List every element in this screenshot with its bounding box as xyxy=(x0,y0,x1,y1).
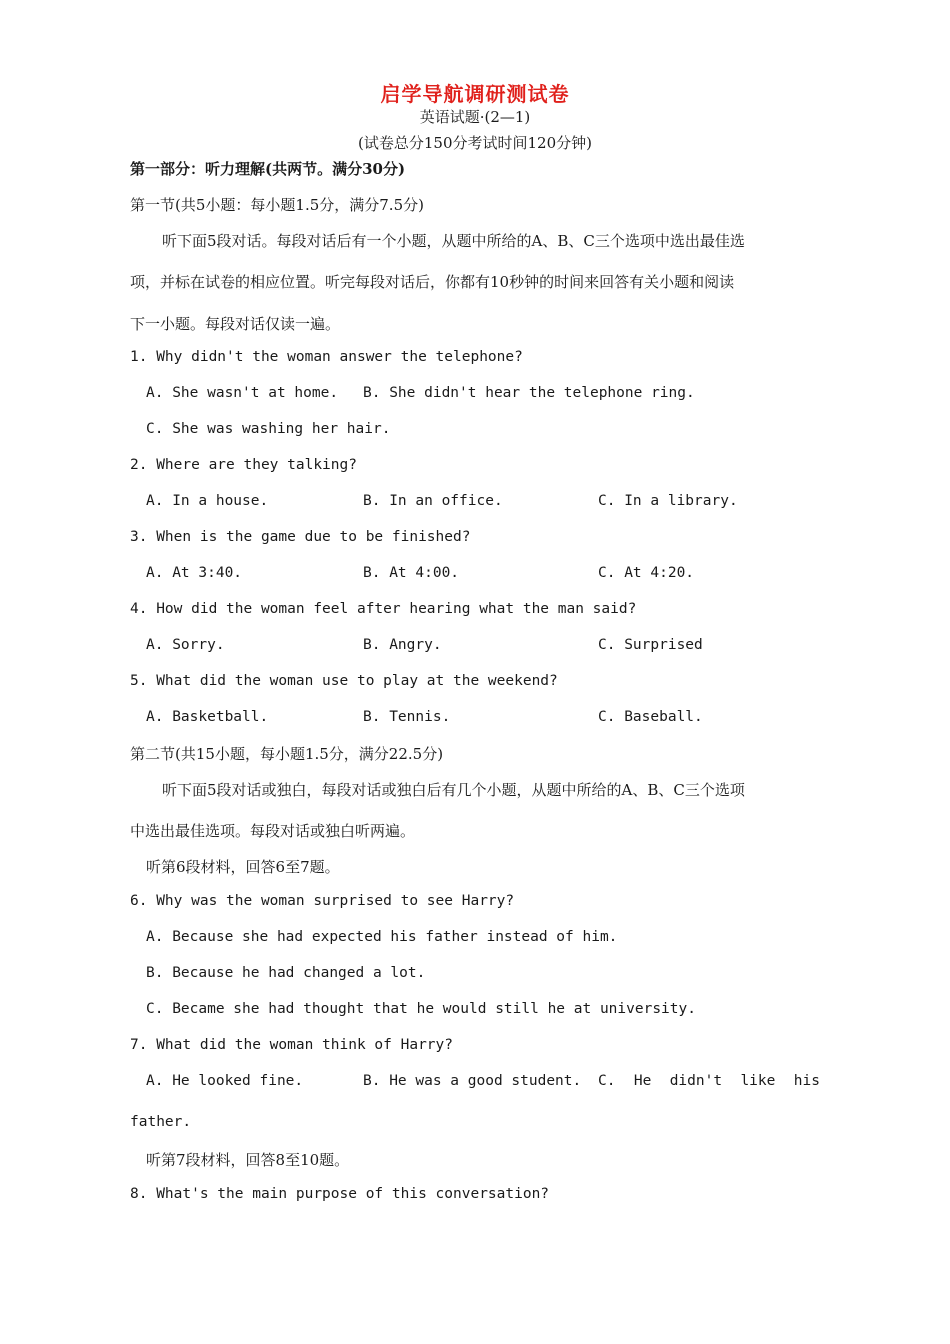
question-2-option-b: B. In an office. xyxy=(363,493,503,509)
section1-instruction-line: 下一小题。每段对话仅读一遍。 xyxy=(130,315,341,333)
section1-instruction-line: 听下面5段对话。每段对话后有一个小题，从题中所给的A、B、C三个选项中选出最佳选 xyxy=(162,232,745,250)
question-3-stem: 3. When is the game due to be finished? xyxy=(130,529,471,545)
question-7-option-c xyxy=(598,1073,820,1089)
question-2-option-c: C. In a library. xyxy=(598,493,738,509)
option-word: his xyxy=(793,1073,820,1089)
question-7-option-b: B. He was a good student. xyxy=(363,1073,582,1089)
question-6-option-a: A. Because she had expected his father instead of him. xyxy=(146,929,618,945)
exam-subtitle: 英语试题·(2—1) xyxy=(419,108,531,126)
material-6-note: 听第6段材料，回答6至7题。 xyxy=(146,858,340,876)
section2-instruction-line: 听下面5段对话或独白，每段对话或独白后有几个小题，从题中所给的A、B、C三个选项 xyxy=(162,781,745,799)
option-word: didn't xyxy=(669,1073,723,1089)
question-6-option-b: B. Because he had changed a lot. xyxy=(146,965,426,981)
option-word: like xyxy=(740,1073,776,1089)
question-4-stem: 4. How did the woman feel after hearing what the man said? xyxy=(130,601,637,617)
question-1-option-c: C. She was washing her hair. xyxy=(146,421,391,437)
question-5-option-a: A. Basketball. xyxy=(146,709,269,725)
section2-heading: 第二节(共15小题，每小题1.5分，满分22.5分) xyxy=(130,745,444,763)
question-7-option-c-wrap: father. xyxy=(130,1114,192,1130)
option-word: C. xyxy=(598,1073,616,1089)
question-3-option-c: C. At 4:20. xyxy=(598,565,695,581)
section2-instruction-line: 中选出最佳选项。每段对话或独白听两遍。 xyxy=(130,822,416,840)
question-8-stem: 8. What's the main purpose of this conversation? xyxy=(130,1186,550,1202)
material-7-note: 听第7段材料，回答8至10题。 xyxy=(146,1151,350,1169)
question-1-option-b: B. She didn't hear the telephone ring. xyxy=(363,385,695,401)
exam-info: (试卷总分150分考试时间120分钟) xyxy=(358,134,592,152)
question-6-option-c: C. Became she had thought that he would still he at university. xyxy=(146,1001,696,1017)
question-6-stem: 6. Why was the woman surprised to see Harry? xyxy=(130,893,515,909)
section1-heading: 第一节(共5小题：每小题1.5分，满分7.5分) xyxy=(130,196,424,214)
exam-title: 启学导航调研测试卷 xyxy=(380,82,570,106)
question-3-option-b: B. At 4:00. xyxy=(363,565,460,581)
question-3-option-a: A. At 3:40. xyxy=(146,565,243,581)
question-4-option-c: C. Surprised xyxy=(598,637,703,653)
part1-heading: 第一部分：听力理解(共两节。满分30分) xyxy=(130,160,406,178)
question-4-option-b: B. Angry. xyxy=(363,637,442,653)
question-2-option-a: A. In a house. xyxy=(146,493,269,509)
option-word: He xyxy=(633,1073,652,1089)
question-5-option-c: C. Baseball. xyxy=(598,709,703,725)
question-1-stem: 1. Why didn't the woman answer the telephone? xyxy=(130,349,523,365)
question-5-option-b: B. Tennis. xyxy=(363,709,451,725)
question-1-option-a: A. She wasn't at home. xyxy=(146,385,339,401)
question-2-stem: 2. Where are they talking? xyxy=(130,457,357,473)
question-5-stem: 5. What did the woman use to play at the weekend? xyxy=(130,673,558,689)
question-4-option-a: A. Sorry. xyxy=(146,637,225,653)
question-7-stem: 7. What did the woman think of Harry? xyxy=(130,1037,454,1053)
question-7-option-a: A. He looked fine. xyxy=(146,1073,304,1089)
section1-instruction-line: 项，并标在试卷的相应位置。听完每段对话后，你都有10秒钟的时间来回答有关小题和阅读 xyxy=(130,273,735,291)
